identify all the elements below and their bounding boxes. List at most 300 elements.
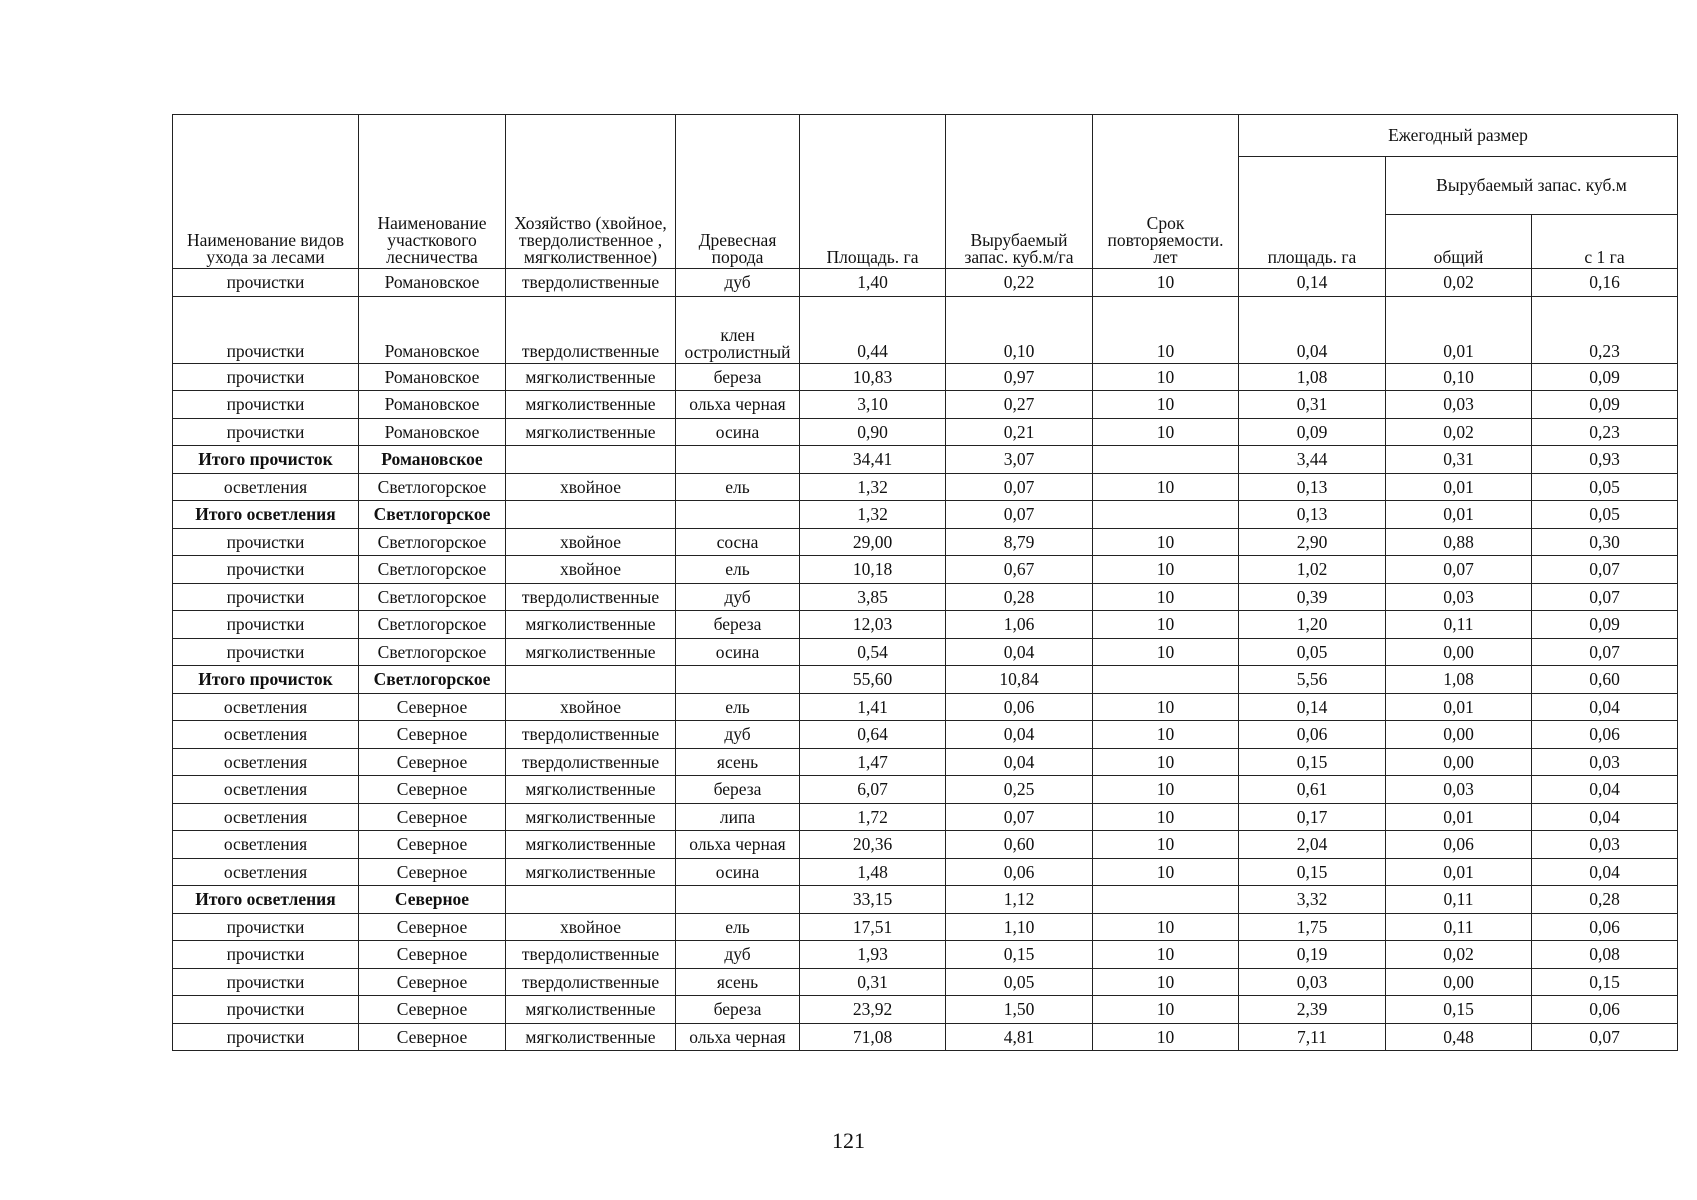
cell-annual-stock-total: 0,03 [1386,583,1532,611]
cell-economy: мягколиственные [506,803,676,831]
cell-forestry: Северное [359,886,506,914]
cell-care-type: прочистки [173,968,359,996]
table-row [173,363,1678,391]
cell-species: сосна [676,528,800,556]
cell-area: 1,40 [800,269,946,297]
cell-annual-area: 0,17 [1239,803,1386,831]
cell-stock: 1,50 [946,996,1093,1024]
cell-care-type: Итого осветления [173,886,359,914]
cell-species: осина [676,418,800,446]
cell-annual-area: 0,61 [1239,776,1386,804]
cell-forestry: Северное [359,831,506,859]
cell-annual-stock-total: 0,01 [1386,296,1532,363]
cell-species: береза [676,996,800,1024]
cell-stock: 0,97 [946,363,1093,391]
table-total-row [173,666,1678,694]
cell-stock: 0,07 [946,473,1093,501]
cell-annual-stock-per-ha: 0,04 [1532,693,1678,721]
cell-economy [506,886,676,914]
table-row [173,269,1678,297]
cell-area: 0,64 [800,721,946,749]
cell-care-type: прочистки [173,391,359,419]
cell-period: 10 [1093,913,1239,941]
table-row [173,638,1678,666]
cell-economy: хвойное [506,913,676,941]
cell-stock: 8,79 [946,528,1093,556]
cell-care-type: прочистки [173,611,359,639]
table-row [173,748,1678,776]
cell-species: береза [676,611,800,639]
cell-economy: твердолиственные [506,296,676,363]
cell-area: 1,32 [800,473,946,501]
cell-annual-stock-total: 0,15 [1386,996,1532,1024]
cell-forestry: Северное [359,776,506,804]
cell-stock: 0,04 [946,748,1093,776]
cell-period [1093,446,1239,474]
cell-annual-area: 1,08 [1239,363,1386,391]
cell-area: 55,60 [800,666,946,694]
cell-economy: мягколиственные [506,831,676,859]
cell-stock: 0,07 [946,501,1093,529]
cell-annual-area: 1,20 [1239,611,1386,639]
cell-care-type: осветления [173,748,359,776]
table-row [173,858,1678,886]
cell-stock: 0,28 [946,583,1093,611]
cell-annual-area: 2,39 [1239,996,1386,1024]
cell-care-type: осветления [173,473,359,501]
cell-annual-area: 0,06 [1239,721,1386,749]
cell-care-type: прочистки [173,418,359,446]
cell-stock: 0,22 [946,269,1093,297]
cell-annual-stock-per-ha: 0,09 [1532,611,1678,639]
cell-forestry: Северное [359,941,506,969]
cell-stock: 1,06 [946,611,1093,639]
cell-annual-stock-total: 0,06 [1386,831,1532,859]
cell-period: 10 [1093,693,1239,721]
table-body [173,269,1678,1051]
cell-area: 0,44 [800,296,946,363]
cell-economy: твердолиственные [506,941,676,969]
cell-area: 71,08 [800,1023,946,1051]
cell-forestry: Северное [359,721,506,749]
cell-care-type: прочистки [173,269,359,297]
cell-annual-area: 0,39 [1239,583,1386,611]
cell-area: 0,54 [800,638,946,666]
cell-care-type: осветления [173,693,359,721]
cell-forestry: Северное [359,748,506,776]
cell-species: ольха черная [676,391,800,419]
cell-area: 1,41 [800,693,946,721]
cell-period: 10 [1093,556,1239,584]
cell-species: ель [676,693,800,721]
cell-care-type: Итого прочисток [173,446,359,474]
cell-economy: хвойное [506,693,676,721]
cell-area: 0,90 [800,418,946,446]
cell-annual-stock-per-ha: 0,23 [1532,418,1678,446]
cell-forestry: Романовское [359,418,506,446]
cell-annual-stock-total: 0,03 [1386,776,1532,804]
table-row [173,611,1678,639]
cell-species: дуб [676,583,800,611]
cell-annual-stock-total: 0,01 [1386,501,1532,529]
cell-care-type: прочистки [173,638,359,666]
cell-care-type: прочистки [173,528,359,556]
table-row [173,693,1678,721]
cell-annual-stock-total: 0,02 [1386,941,1532,969]
cell-area: 34,41 [800,446,946,474]
cell-period: 10 [1093,363,1239,391]
cell-annual-area: 2,04 [1239,831,1386,859]
cell-forestry: Светлогорское [359,666,506,694]
cell-stock: 0,67 [946,556,1093,584]
cell-species: ель [676,556,800,584]
cell-species: клен остролистный [676,296,800,363]
cell-area: 20,36 [800,831,946,859]
table-row [173,968,1678,996]
cell-area: 33,15 [800,886,946,914]
cell-stock: 0,06 [946,858,1093,886]
cell-area: 29,00 [800,528,946,556]
cell-annual-area: 0,04 [1239,296,1386,363]
cell-annual-stock-per-ha: 0,23 [1532,296,1678,363]
cell-stock: 0,27 [946,391,1093,419]
cell-annual-stock-per-ha: 0,07 [1532,1023,1678,1051]
cell-period [1093,666,1239,694]
cell-species: дуб [676,269,800,297]
cell-economy: твердолиственные [506,583,676,611]
header-annual-size: Ежегодный размер [1239,115,1678,157]
cell-period: 10 [1093,748,1239,776]
cell-annual-stock-total: 0,31 [1386,446,1532,474]
cell-area: 17,51 [800,913,946,941]
header-area: Площадь. га [800,115,946,269]
cell-care-type: осветления [173,721,359,749]
cell-area: 0,31 [800,968,946,996]
cell-species: береза [676,776,800,804]
cell-stock: 1,12 [946,886,1093,914]
cell-species [676,501,800,529]
cell-species: ель [676,473,800,501]
cell-forestry: Северное [359,1023,506,1051]
header-stock: Вырубаемый запас. куб.м/га [946,115,1093,269]
cell-species: ольха черная [676,1023,800,1051]
cell-period: 10 [1093,418,1239,446]
cell-annual-stock-per-ha: 0,06 [1532,721,1678,749]
table-row [173,803,1678,831]
cell-annual-stock-per-ha: 0,05 [1532,501,1678,529]
cell-annual-area: 5,56 [1239,666,1386,694]
cell-annual-area: 0,13 [1239,473,1386,501]
cell-annual-stock-per-ha: 0,06 [1532,996,1678,1024]
cell-annual-area: 7,11 [1239,1023,1386,1051]
cell-annual-stock-per-ha: 0,60 [1532,666,1678,694]
cell-care-type: прочистки [173,556,359,584]
cell-area: 3,10 [800,391,946,419]
cell-stock: 0,07 [946,803,1093,831]
cell-care-type: Итого осветления [173,501,359,529]
cell-annual-stock-total: 0,88 [1386,528,1532,556]
cell-period: 10 [1093,611,1239,639]
cell-annual-area: 0,09 [1239,418,1386,446]
header-annual-stock-per-ha: с 1 га [1532,215,1678,269]
cell-care-type: осветления [173,831,359,859]
table-row [173,418,1678,446]
forest-care-table [172,114,1678,1051]
cell-forestry: Романовское [359,391,506,419]
cell-period: 10 [1093,858,1239,886]
cell-annual-stock-total: 1,08 [1386,666,1532,694]
cell-economy [506,666,676,694]
header-economy: Хозяйство (хвойное, твердолиственное , мягколиственное) [506,115,676,269]
table-total-row [173,886,1678,914]
cell-species [676,886,800,914]
table-row [173,996,1678,1024]
cell-annual-stock-per-ha: 0,28 [1532,886,1678,914]
cell-care-type: осветления [173,858,359,886]
cell-annual-area: 0,15 [1239,748,1386,776]
header-annual-stock-total: общий [1386,215,1532,269]
cell-species [676,446,800,474]
cell-period: 10 [1093,269,1239,297]
cell-stock: 0,04 [946,638,1093,666]
cell-period: 10 [1093,776,1239,804]
cell-annual-area: 1,75 [1239,913,1386,941]
cell-forestry: Светлогорское [359,638,506,666]
cell-species: ольха черная [676,831,800,859]
cell-economy [506,501,676,529]
cell-species: липа [676,803,800,831]
cell-species: осина [676,638,800,666]
cell-forestry: Светлогорское [359,611,506,639]
cell-annual-area: 0,14 [1239,269,1386,297]
cell-annual-stock-total: 0,01 [1386,858,1532,886]
cell-annual-stock-total: 0,11 [1386,913,1532,941]
header-species: Древесная порода [676,115,800,269]
cell-care-type: Итого прочисток [173,666,359,694]
cell-stock: 4,81 [946,1023,1093,1051]
cell-annual-stock-per-ha: 0,93 [1532,446,1678,474]
cell-annual-stock-per-ha: 0,03 [1532,748,1678,776]
cell-stock: 0,21 [946,418,1093,446]
cell-annual-area: 0,14 [1239,693,1386,721]
cell-stock: 10,84 [946,666,1093,694]
cell-care-type: осветления [173,776,359,804]
cell-area: 1,32 [800,501,946,529]
cell-species: береза [676,363,800,391]
cell-annual-stock-total: 0,03 [1386,391,1532,419]
cell-economy [506,446,676,474]
cell-area: 1,72 [800,803,946,831]
cell-annual-area: 0,19 [1239,941,1386,969]
header-annual-area: площадь. га [1239,157,1386,269]
cell-annual-area: 0,15 [1239,858,1386,886]
cell-annual-stock-per-ha: 0,09 [1532,391,1678,419]
cell-area: 23,92 [800,996,946,1024]
cell-economy: мягколиственные [506,858,676,886]
header-care-type: Наименование видов ухода за лесами [173,115,359,269]
cell-period: 10 [1093,391,1239,419]
cell-annual-stock-total: 0,01 [1386,473,1532,501]
table-row [173,473,1678,501]
cell-annual-area: 0,05 [1239,638,1386,666]
cell-stock: 1,10 [946,913,1093,941]
cell-stock: 0,60 [946,831,1093,859]
cell-annual-area: 2,90 [1239,528,1386,556]
table-row [173,941,1678,969]
table-row [173,583,1678,611]
cell-economy: мягколиственные [506,996,676,1024]
cell-care-type: прочистки [173,583,359,611]
cell-annual-stock-per-ha: 0,30 [1532,528,1678,556]
cell-annual-area: 3,44 [1239,446,1386,474]
cell-forestry: Северное [359,803,506,831]
cell-annual-area: 0,31 [1239,391,1386,419]
cell-economy: твердолиственные [506,748,676,776]
page-number: 121 [832,1128,865,1153]
table-row [173,556,1678,584]
header-forestry: Наименование участкового лесничества [359,115,506,269]
forest-care-table-container [172,114,1677,1051]
cell-care-type: осветления [173,803,359,831]
cell-economy: мягколиственные [506,776,676,804]
cell-forestry: Северное [359,913,506,941]
cell-care-type: прочистки [173,941,359,969]
cell-economy: твердолиственные [506,721,676,749]
cell-annual-stock-total: 0,48 [1386,1023,1532,1051]
cell-forestry: Светлогорское [359,528,506,556]
cell-area: 6,07 [800,776,946,804]
cell-period: 10 [1093,473,1239,501]
cell-annual-stock-per-ha: 0,04 [1532,858,1678,886]
cell-annual-stock-per-ha: 0,03 [1532,831,1678,859]
cell-forestry: Романовское [359,363,506,391]
cell-species: ель [676,913,800,941]
table-row [173,776,1678,804]
cell-annual-stock-per-ha: 0,09 [1532,363,1678,391]
cell-economy: мягколиственные [506,418,676,446]
cell-annual-stock-total: 0,00 [1386,968,1532,996]
cell-care-type: прочистки [173,1023,359,1051]
cell-forestry: Романовское [359,296,506,363]
cell-annual-stock-per-ha: 0,08 [1532,941,1678,969]
cell-period: 10 [1093,296,1239,363]
cell-period: 10 [1093,941,1239,969]
cell-economy: мягколиственные [506,391,676,419]
cell-annual-area: 0,13 [1239,501,1386,529]
cell-annual-stock-total: 0,00 [1386,638,1532,666]
cell-species: дуб [676,721,800,749]
cell-economy: хвойное [506,556,676,584]
cell-area: 10,83 [800,363,946,391]
header-period: Срок повторяемости. лет [1093,115,1239,269]
cell-economy: мягколиственные [506,1023,676,1051]
cell-annual-stock-per-ha: 0,07 [1532,556,1678,584]
cell-annual-stock-per-ha: 0,16 [1532,269,1678,297]
cell-area: 1,93 [800,941,946,969]
cell-economy: мягколиственные [506,363,676,391]
cell-annual-stock-total: 0,01 [1386,693,1532,721]
cell-period: 10 [1093,996,1239,1024]
cell-economy: хвойное [506,528,676,556]
table-row [173,391,1678,419]
cell-care-type: прочистки [173,296,359,363]
cell-economy: твердолиственные [506,269,676,297]
cell-economy: твердолиственные [506,968,676,996]
cell-annual-stock-per-ha: 0,04 [1532,803,1678,831]
cell-annual-stock-total: 0,10 [1386,363,1532,391]
cell-annual-stock-total: 0,07 [1386,556,1532,584]
cell-stock: 0,05 [946,968,1093,996]
table-row [173,831,1678,859]
cell-area: 10,18 [800,556,946,584]
table-row [173,528,1678,556]
cell-period: 10 [1093,803,1239,831]
cell-species: ясень [676,968,800,996]
cell-period: 10 [1093,528,1239,556]
cell-annual-stock-total: 0,11 [1386,886,1532,914]
cell-annual-area: 3,32 [1239,886,1386,914]
table-row [173,721,1678,749]
table-row [173,296,1678,363]
cell-forestry: Северное [359,968,506,996]
cell-annual-stock-per-ha: 0,07 [1532,583,1678,611]
cell-care-type: прочистки [173,996,359,1024]
table-header [173,115,1678,269]
cell-area: 12,03 [800,611,946,639]
cell-area: 3,85 [800,583,946,611]
cell-period [1093,501,1239,529]
cell-annual-stock-total: 0,02 [1386,418,1532,446]
cell-annual-area: 0,03 [1239,968,1386,996]
cell-area: 1,48 [800,858,946,886]
header-annual-stock: Вырубаемый запас. куб.м [1386,157,1678,215]
cell-period: 10 [1093,583,1239,611]
cell-forestry: Романовское [359,269,506,297]
cell-period: 10 [1093,831,1239,859]
cell-period: 10 [1093,721,1239,749]
cell-annual-stock-per-ha: 0,04 [1532,776,1678,804]
cell-forestry: Светлогорское [359,556,506,584]
table-total-row [173,446,1678,474]
table-row [173,913,1678,941]
cell-species: дуб [676,941,800,969]
cell-care-type: прочистки [173,363,359,391]
cell-annual-stock-per-ha: 0,07 [1532,638,1678,666]
cell-species [676,666,800,694]
cell-annual-stock-total: 0,02 [1386,269,1532,297]
cell-stock: 3,07 [946,446,1093,474]
cell-forestry: Светлогорское [359,583,506,611]
table-row [173,1023,1678,1051]
cell-stock: 0,06 [946,693,1093,721]
cell-forestry: Северное [359,693,506,721]
cell-forestry: Северное [359,858,506,886]
cell-annual-stock-per-ha: 0,05 [1532,473,1678,501]
cell-period: 10 [1093,1023,1239,1051]
cell-species: осина [676,858,800,886]
cell-annual-stock-total: 0,11 [1386,611,1532,639]
cell-annual-area: 1,02 [1239,556,1386,584]
cell-period [1093,886,1239,914]
cell-forestry: Романовское [359,446,506,474]
cell-annual-stock-total: 0,01 [1386,803,1532,831]
cell-economy: мягколиственные [506,611,676,639]
cell-species: ясень [676,748,800,776]
cell-annual-stock-per-ha: 0,15 [1532,968,1678,996]
cell-period: 10 [1093,638,1239,666]
cell-economy: мягколиственные [506,638,676,666]
cell-period: 10 [1093,968,1239,996]
